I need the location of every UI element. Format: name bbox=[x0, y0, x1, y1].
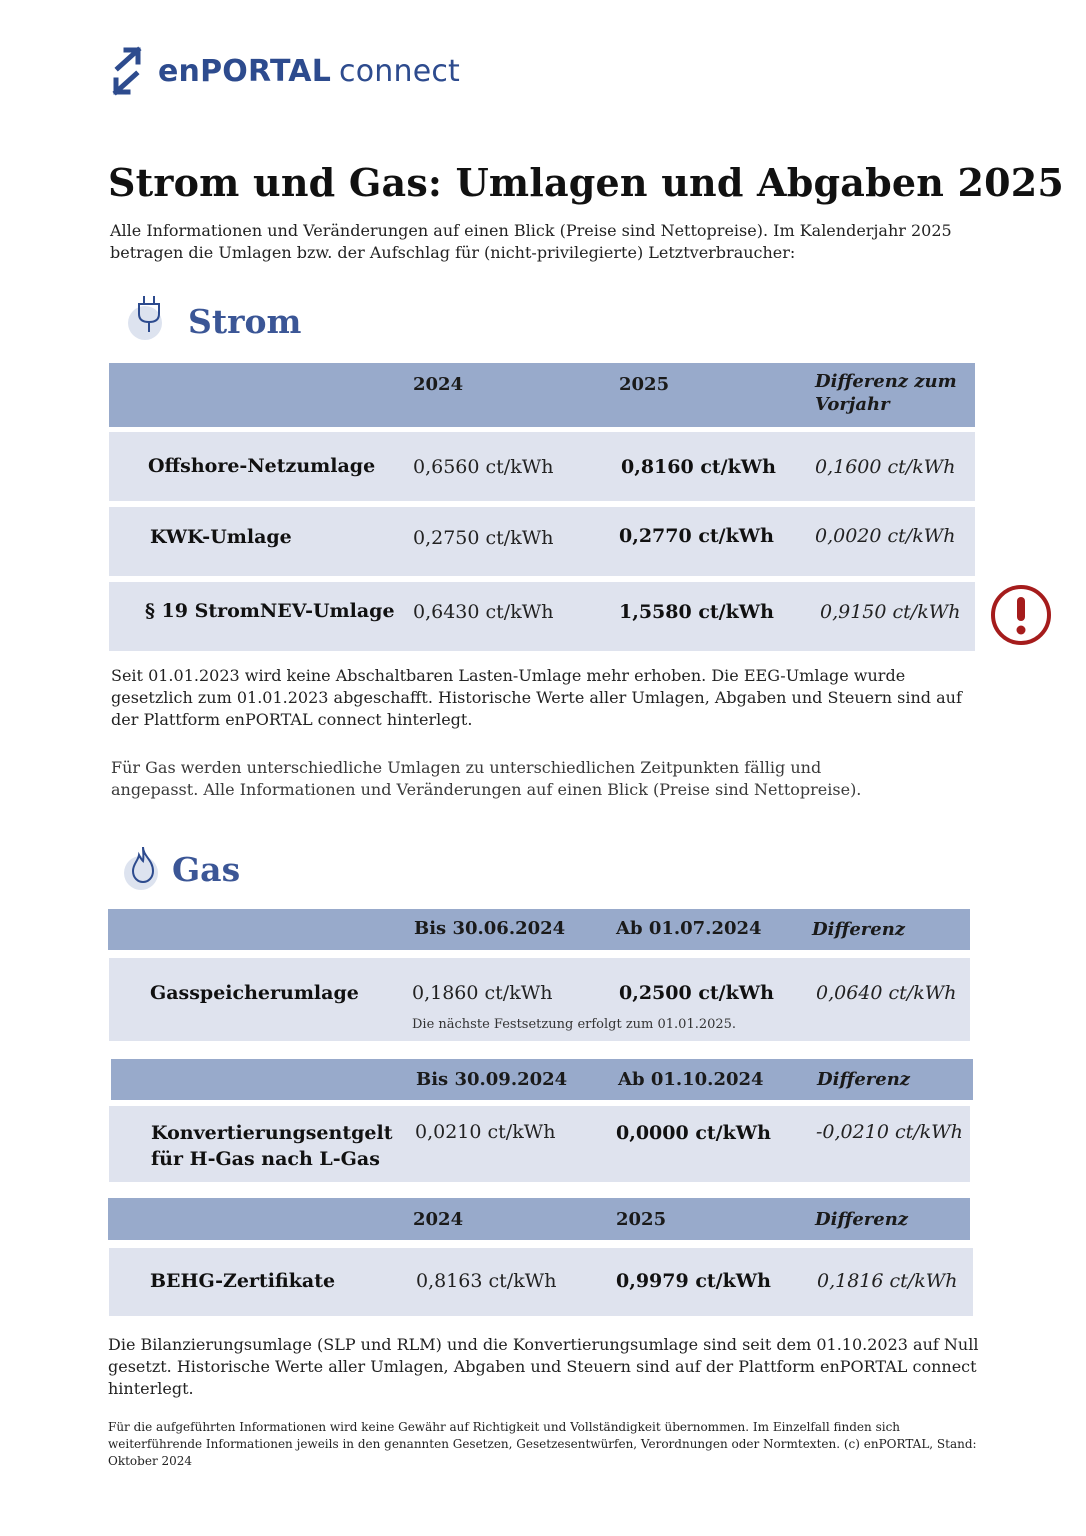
gas-t3-col1: 2024 bbox=[413, 1209, 464, 1230]
value-2025: 0,8160 ct/kWh bbox=[621, 456, 776, 478]
value-diff: 0,0640 ct/kWh bbox=[816, 982, 957, 1004]
value-diff: 0,1600 ct/kWh bbox=[815, 456, 956, 478]
gas-t3-col3: Differenz bbox=[815, 1209, 909, 1230]
row-label-line2: für H-Gas nach L-Gas bbox=[151, 1148, 380, 1170]
value-2024: 0,6430 ct/kWh bbox=[413, 601, 554, 623]
gas-intro: Für Gas werden unterschiedliche Umlagen zu unterschiedlichen Zeitpunkten fällig und angepasst. Alle Informationen und Veränderungen auf einen Blick (Preise sind Nettopreise). bbox=[111, 758, 862, 799]
intro-text: Alle Informationen und Veränderungen auf einen Blick (Preise sind Nettopreise). Im Kalenderjahr 2025 betragen die Umlagen bzw. der Aufschlag für (nicht-privilegierte) Letztverbraucher: bbox=[110, 221, 952, 262]
row-label: Offshore-Netzumlage bbox=[148, 455, 376, 477]
value-before: 0,1860 ct/kWh bbox=[412, 982, 553, 1004]
gas-subnote: Die nächste Festsetzung erfolgt zum 01.01.2025. bbox=[412, 1017, 737, 1032]
logo-brand-bold: enPORTAL bbox=[158, 53, 332, 89]
row-label: BEHG-Zertifikate bbox=[150, 1270, 336, 1292]
gas-t1-col2: Ab 01.07.2024 bbox=[616, 918, 762, 939]
logo-arrows-icon bbox=[110, 46, 144, 96]
value-2024: 0,2750 ct/kWh bbox=[413, 527, 554, 549]
value-diff: 0,1816 ct/kWh bbox=[817, 1270, 958, 1292]
value-before: 0,0210 ct/kWh bbox=[415, 1121, 556, 1143]
value-diff: 0,0020 ct/kWh bbox=[815, 525, 956, 547]
page-title: Strom und Gas: Umlagen und Abgaben 2025 bbox=[108, 160, 1065, 205]
value-after: 0,2500 ct/kWh bbox=[619, 982, 774, 1004]
row-label: KWK-Umlage bbox=[150, 526, 292, 548]
exclamation-circle-icon bbox=[990, 584, 1052, 646]
value-before: 0,8163 ct/kWh bbox=[416, 1270, 557, 1292]
gas-t2-col1: Bis 30.09.2024 bbox=[416, 1069, 568, 1090]
footer-disclaimer: Für die aufgeführten Informationen wird keine Gewähr auf Richtigkeit und Vollständigkeit übernommen. Im Einzelfall finden sich weiterführende Informationen jeweils in den genannten Gesetzen, Gesetzesentwürfen, Verordnungen oder Normtexten. (c) enPORTAL, Stand: Oktober 2024 bbox=[108, 1420, 977, 1468]
strom-note: Seit 01.01.2023 wird keine Abschaltbaren Lasten-Umlage mehr erhoben. Die EEG-Umlage wurde gesetzlich zum 01.01.2023 abgeschafft. Historische Werte aller Umlagen, Abgaben und Steuern sind auf der Plattform enPORTAL connect hinterlegt. bbox=[111, 666, 962, 729]
value-2025: 0,2770 ct/kWh bbox=[619, 525, 774, 547]
value-2024: 0,6560 ct/kWh bbox=[413, 456, 554, 478]
row-label: § 19 StromNEV-Umlage bbox=[145, 600, 395, 622]
logo-text bbox=[158, 54, 460, 89]
logo-brand-light: connect bbox=[339, 53, 461, 89]
strom-col-2024: 2024 bbox=[413, 374, 464, 395]
gas-t3-col2: 2025 bbox=[616, 1209, 667, 1230]
flame-icon bbox=[129, 844, 157, 884]
value-diff: -0,0210 ct/kWh bbox=[816, 1121, 963, 1143]
gas-t2-col3: Differenz bbox=[817, 1069, 911, 1090]
strom-col-2025: 2025 bbox=[619, 374, 670, 395]
value-after: 0,0000 ct/kWh bbox=[616, 1122, 771, 1144]
strom-col-diff: Differenz zum Vorjahr bbox=[815, 371, 957, 415]
gas-note: Die Bilanzierungsumlage (SLP und RLM) und die Konvertierungsumlage sind seit dem 01.10.2023 auf Null gesetzt. Historische Werte aller Umlagen, Abgaben und Steuern sind auf der Plattform enPORTAL connect hinterlegt. bbox=[108, 1335, 979, 1398]
row-label bbox=[151, 1120, 392, 1172]
gas-t1-col1: Bis 30.06.2024 bbox=[414, 918, 566, 939]
gas-heading: Gas bbox=[172, 850, 241, 889]
row-label-line1: Konvertierungsentgelt bbox=[151, 1122, 393, 1144]
gas-t1-col3: Differenz bbox=[812, 919, 906, 940]
gas-t2-col2: Ab 01.10.2024 bbox=[618, 1069, 764, 1090]
value-2025: 1,5580 ct/kWh bbox=[619, 601, 774, 623]
value-diff: 0,9150 ct/kWh bbox=[820, 601, 961, 623]
plug-icon bbox=[134, 294, 164, 334]
value-after: 0,9979 ct/kWh bbox=[616, 1270, 771, 1292]
strom-heading: Strom bbox=[188, 302, 302, 341]
logo bbox=[110, 44, 460, 98]
row-label: Gasspeicherumlage bbox=[150, 982, 359, 1004]
